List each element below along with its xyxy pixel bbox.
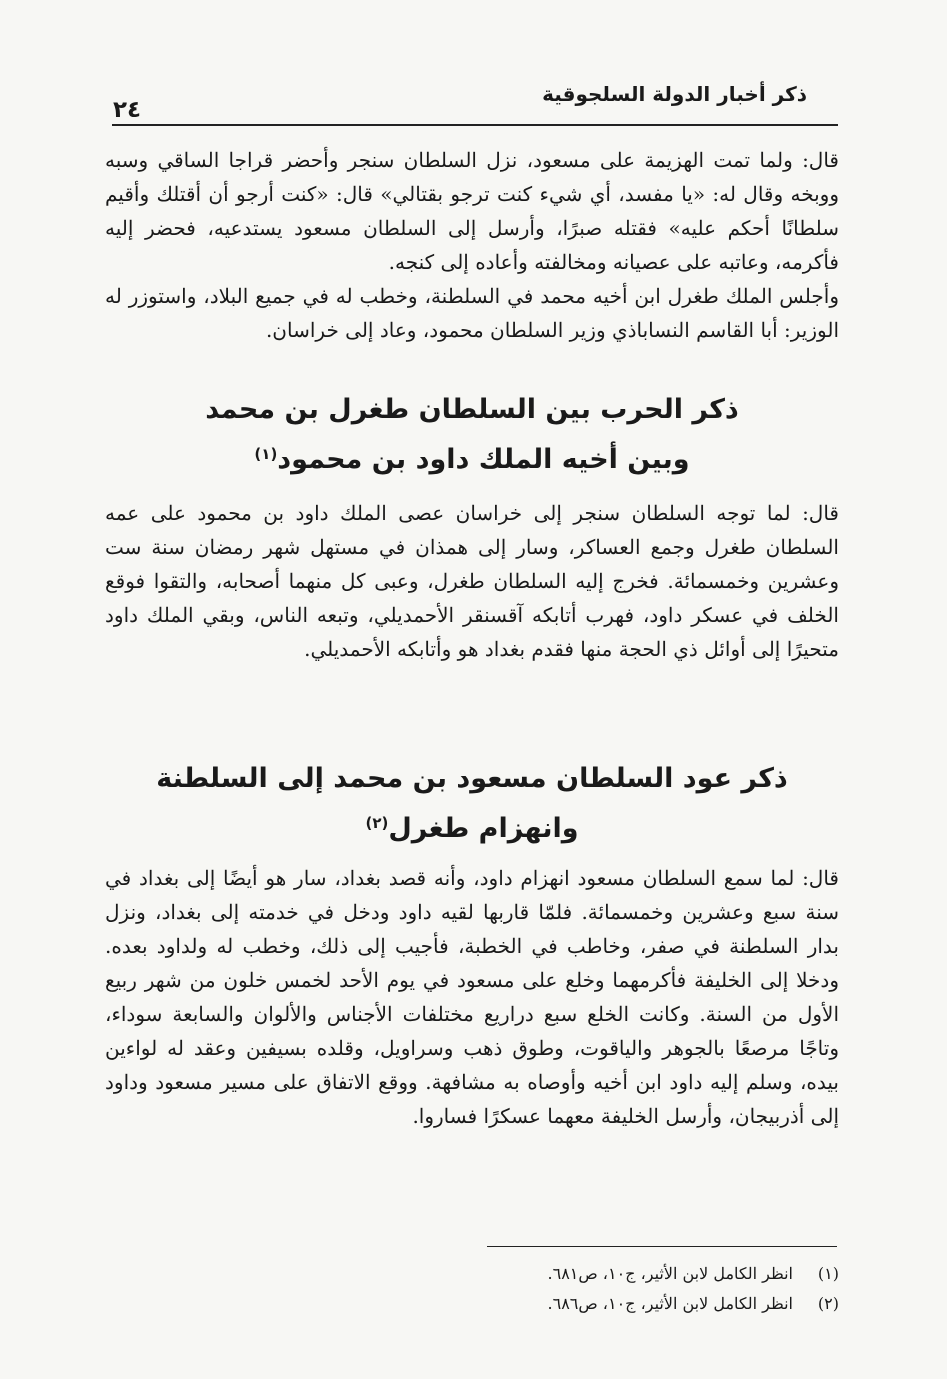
body-paragraph: قال: لما توجه السلطان سنجر إلى خراسان عصى الملك داود بن محمود على عمه السلطان طغرل وجمع العساكر، وسار إلى همذان في مستهل شهر رمضان سنة ست وعشرين وخمسمائة. فخرج إليه السلطان طغرل، وعبى كل منهما أصحابه، والتقوا فوقع الخلف في عسكر داود، فهرب أتابكه آقسنقر الأحمديلي، وتبعه الناس، وبقي الملك داود متحيرًا إلى أوائل ذي الحجة منها فقدم بغداد هو وأتابكه الأحمديلي. — [105, 501, 839, 661]
footnote-divider — [487, 1246, 837, 1247]
heading-line-text: وبين أخيه الملك داود بن محمود — [277, 444, 690, 475]
section-body — [105, 496, 839, 666]
body-paragraph: وأجلس الملك طغرل ابن أخيه محمد في السلطنة، وخطب له في جميع البلاد، واستوزر له الوزير: أبا القاسم النساباذي وزير السلطان محمود، وعاد إلى خراسان. — [105, 284, 839, 342]
footnote-text: انظر الكامل لابن الأثير، ج١٠، ص٦٨١. — [547, 1264, 793, 1283]
footnote-number: (١) — [817, 1264, 839, 1283]
section-opening-text — [105, 143, 839, 347]
footnote-reference[interactable]: (٢) — [365, 814, 389, 832]
footnotes — [105, 1259, 839, 1319]
heading-line — [105, 804, 839, 854]
header-divider — [112, 124, 838, 126]
footnote-reference[interactable]: (١) — [254, 445, 278, 463]
footnote-text: انظر الكامل لابن الأثير، ج١٠، ص٦٨٦. — [547, 1294, 793, 1313]
body-paragraph: قال: لما سمع السلطان مسعود انهزام داود، وأنه قصد بغداد، سار هو أيضًا إلى بغداد في سنة سبع وعشرين وخمسمائة. فلمّا قاربها لقيه داود ودخل في خدمته إلى بغداد، ونزل بدار السلطنة في صفر، وخاطب في الخطبة، فأجيب إلى ذلك، وخطب له ولداود بعده. ودخلا إلى الخليفة فأكرمهما وخلع على مسعود في يوم الأحد لخمس خلون من شهر ربيع الأول من السنة. وكانت الخلع سبع دراريع مختلفات الأجناس والألوان والسابعة سوداء، وتاجًا مرصعًا بالجوهر والياقوت، وطوق ذهب وسراويل، وقلده بسيفين وعقد له لواءين بيده، وسلم إليه داود ابن أخيه وأوصاه به مشافهة. ووقع الاتفاق على مسير مسعود وداود إلى أذربيجان، وأرسل الخليفة معهما عسكرًا فساروا. — [105, 866, 839, 1128]
heading-line: ذكر عود السلطان مسعود بن محمد إلى السلطنة — [156, 763, 788, 794]
section-heading — [105, 754, 839, 854]
footnote-item — [105, 1259, 839, 1289]
footnote-item — [105, 1289, 839, 1319]
heading-line-text: وانهزام طغرل — [388, 813, 579, 844]
section-heading — [105, 385, 839, 485]
heading-line — [105, 435, 839, 485]
section-body — [105, 861, 839, 1133]
footnote-number: (٢) — [817, 1294, 839, 1313]
heading-line: ذكر الحرب بين السلطان طغرل بن محمد — [205, 394, 739, 425]
body-paragraph: قال: ولما تمت الهزيمة على مسعود، نزل السلطان سنجر وأحضر قراجا الساقي وسبه ووبخه وقال له: «يا مفسد، أي شيء كنت ترجو بقتالي» قال: «كنت أرجو أن أقتلك وأقيم سلطانًا أحكم عليه» فقتله صبرًا، وأرسل إلى السلطان مسعود يستدعيه، فحضر إليه فأكرمه، وعاتبه على عصيانه ومخالفته وأعاده إلى كنجه. — [105, 148, 839, 274]
running-header-title: ذكر أخبار الدولة السلجوقية — [542, 82, 807, 106]
page-number: ٢٤ — [113, 97, 142, 123]
